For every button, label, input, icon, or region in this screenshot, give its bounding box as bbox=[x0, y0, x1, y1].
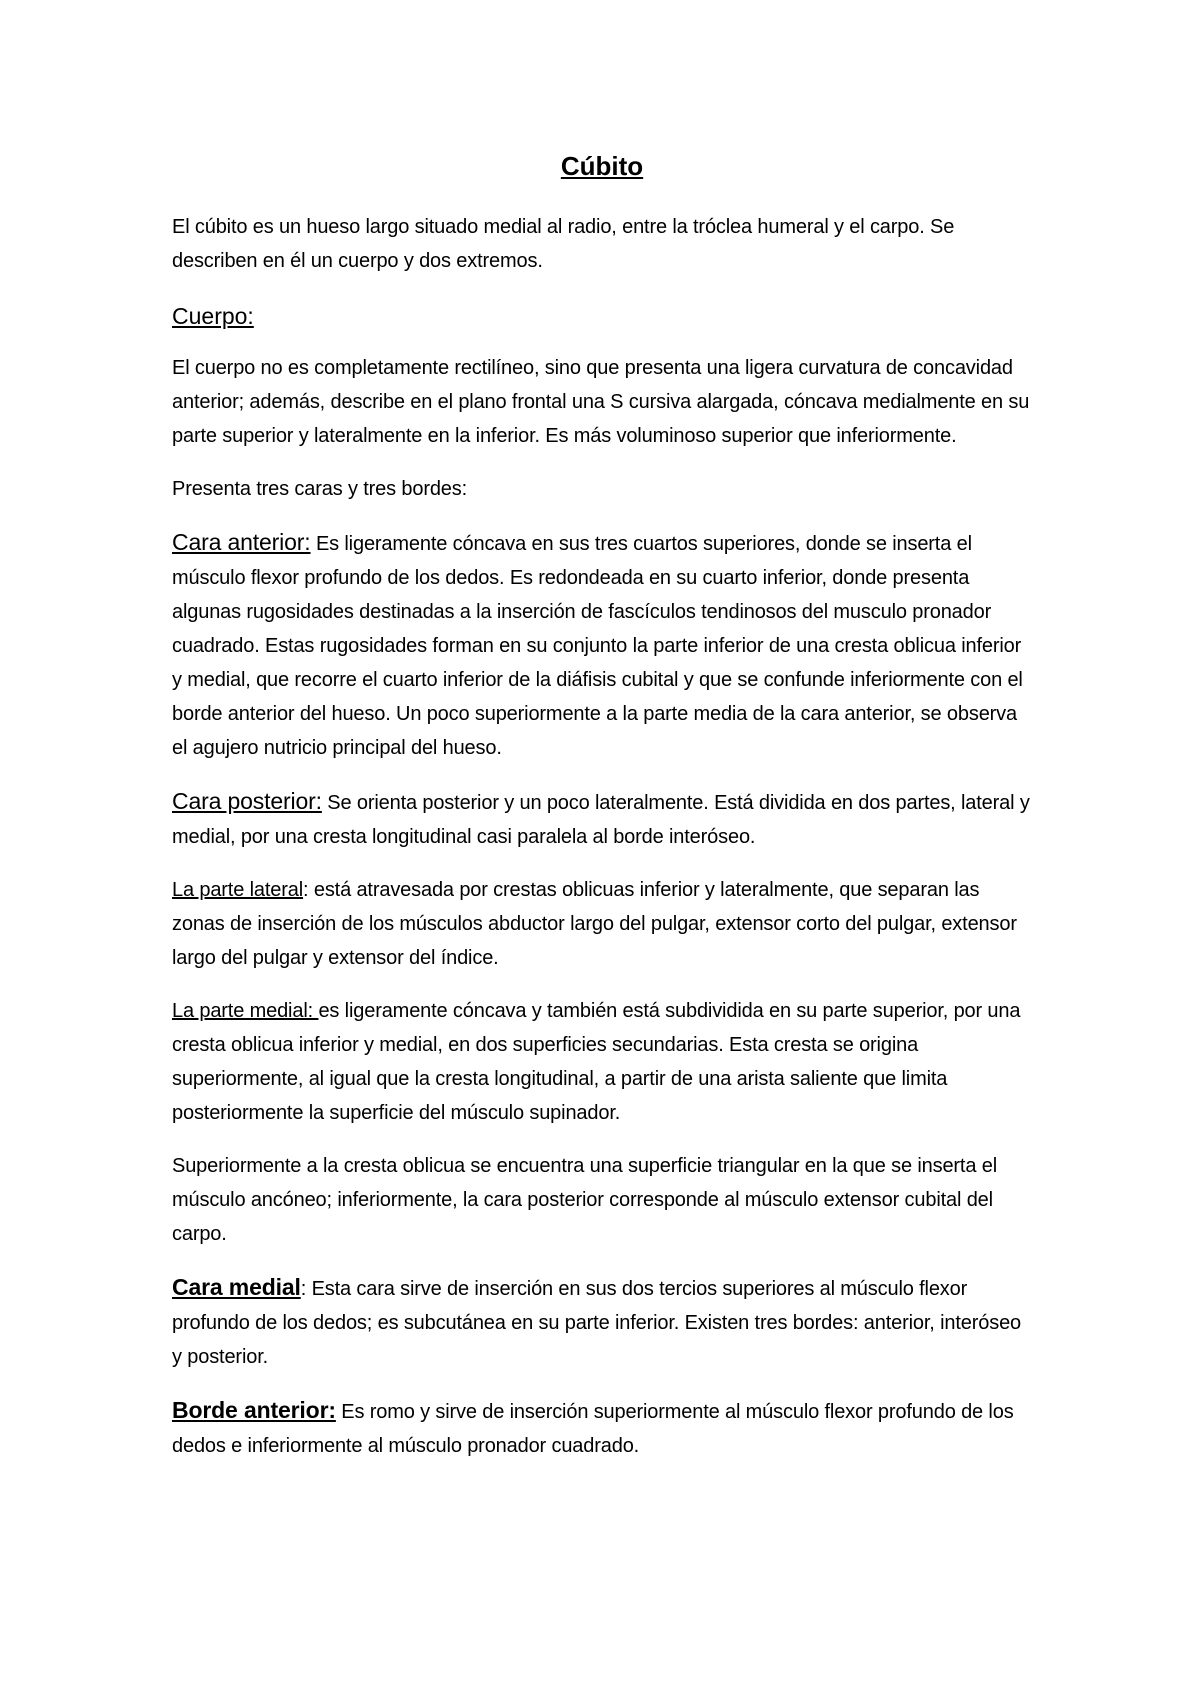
cara-medial-label: Cara medial bbox=[172, 1274, 301, 1300]
cara-anterior-paragraph bbox=[172, 525, 1032, 765]
parte-medial-paragraph bbox=[172, 994, 1032, 1130]
cara-posterior-text: Se orienta posterior y un poco lateralmente. Está dividida en dos partes, lateral y medial, por una cresta longitudinal casi paralela al borde interóseo. bbox=[172, 792, 1030, 848]
cara-anterior-label: Cara anterior: bbox=[172, 529, 311, 555]
parte-lateral-paragraph bbox=[172, 873, 1032, 975]
cara-posterior-label: Cara posterior: bbox=[172, 788, 322, 814]
document-title: Cúbito bbox=[560, 151, 644, 181]
borde-anterior-paragraph bbox=[172, 1393, 1032, 1463]
document-page bbox=[172, 140, 1032, 1482]
cara-posterior-paragraph bbox=[172, 784, 1032, 854]
cara-medial-paragraph bbox=[172, 1270, 1032, 1374]
borde-anterior-text: Es romo y sirve de inserción superiormente al músculo flexor profundo de los dedos e inferiormente al músculo pronador cuadrado. bbox=[172, 1401, 1014, 1457]
parte-lateral-label: La parte lateral bbox=[172, 879, 304, 901]
cuerpo-paragraph: El cuerpo no es completamente rectilíneo, sino que presenta una ligera curvatura de concavidad anterior; además, describe en el plano frontal una S cursiva alargada, cóncava medialmente en su parte superior y lateralmente en la inferior. Es más voluminoso superior que inferiormente. bbox=[172, 357, 1030, 447]
parte-medial-label: La parte medial: bbox=[172, 1000, 319, 1022]
parte-lateral-text: : está atravesada por crestas oblicuas inferior y lateralmente, que separan las zonas de inserción de los músculos abductor largo del pulgar, extensor corto del pulgar, extensor largo del pulgar y extensor del índice. bbox=[172, 879, 1017, 969]
intro-paragraph: El cúbito es un hueso largo situado medial al radio, entre la tróclea humeral y el carpo. Se describen en él un cuerpo y dos extremos. bbox=[172, 216, 955, 272]
cuerpo-heading: Cuerpo: bbox=[172, 303, 254, 329]
borde-anterior-label: Borde anterior: bbox=[172, 1397, 336, 1423]
caras-intro-paragraph: Presenta tres caras y tres bordes: bbox=[172, 478, 468, 500]
cara-anterior-text: Es ligeramente cóncava en sus tres cuartos superiores, donde se inserta el músculo flexor profundo de los dedos. Es redondeada en su cuarto inferior, donde presenta algunas rugosidades destinadas a la inserción de fascículos tendinosos del musculo pronador cuadrado. Estas rugosidades forman en su conjunto la parte inferior de una cresta oblicua inferior y medial, que recorre el cuarto inferior de la diáfisis cubital y que se confunde inferiormente con el borde anterior del hueso. Un poco superiormente a la parte media de la cara anterior, se observa el agujero nutricio principal del hueso. bbox=[172, 533, 1023, 759]
parte-medial-text: es ligeramente cóncava y también está subdividida en su parte superior, por una cresta oblicua inferior y medial, en dos superficies secundarias. Esta cresta se origina superiormente, al igual que la cresta longitudinal, a partir de una arista saliente que limita posteriormente la superficie del músculo supinador. bbox=[172, 1000, 1021, 1124]
superiormente-paragraph: Superiormente a la cresta oblicua se encuentra una superficie triangular en la que se inserta el músculo ancóneo; inferiormente, la cara posterior corresponde al músculo extensor cubital del carpo. bbox=[172, 1155, 997, 1245]
cara-medial-text: : Esta cara sirve de inserción en sus dos tercios superiores al músculo flexor profundo de los dedos; es subcutánea en su parte inferior. Existen tres bordes: anterior, interóseo y posterior. bbox=[172, 1278, 1022, 1368]
